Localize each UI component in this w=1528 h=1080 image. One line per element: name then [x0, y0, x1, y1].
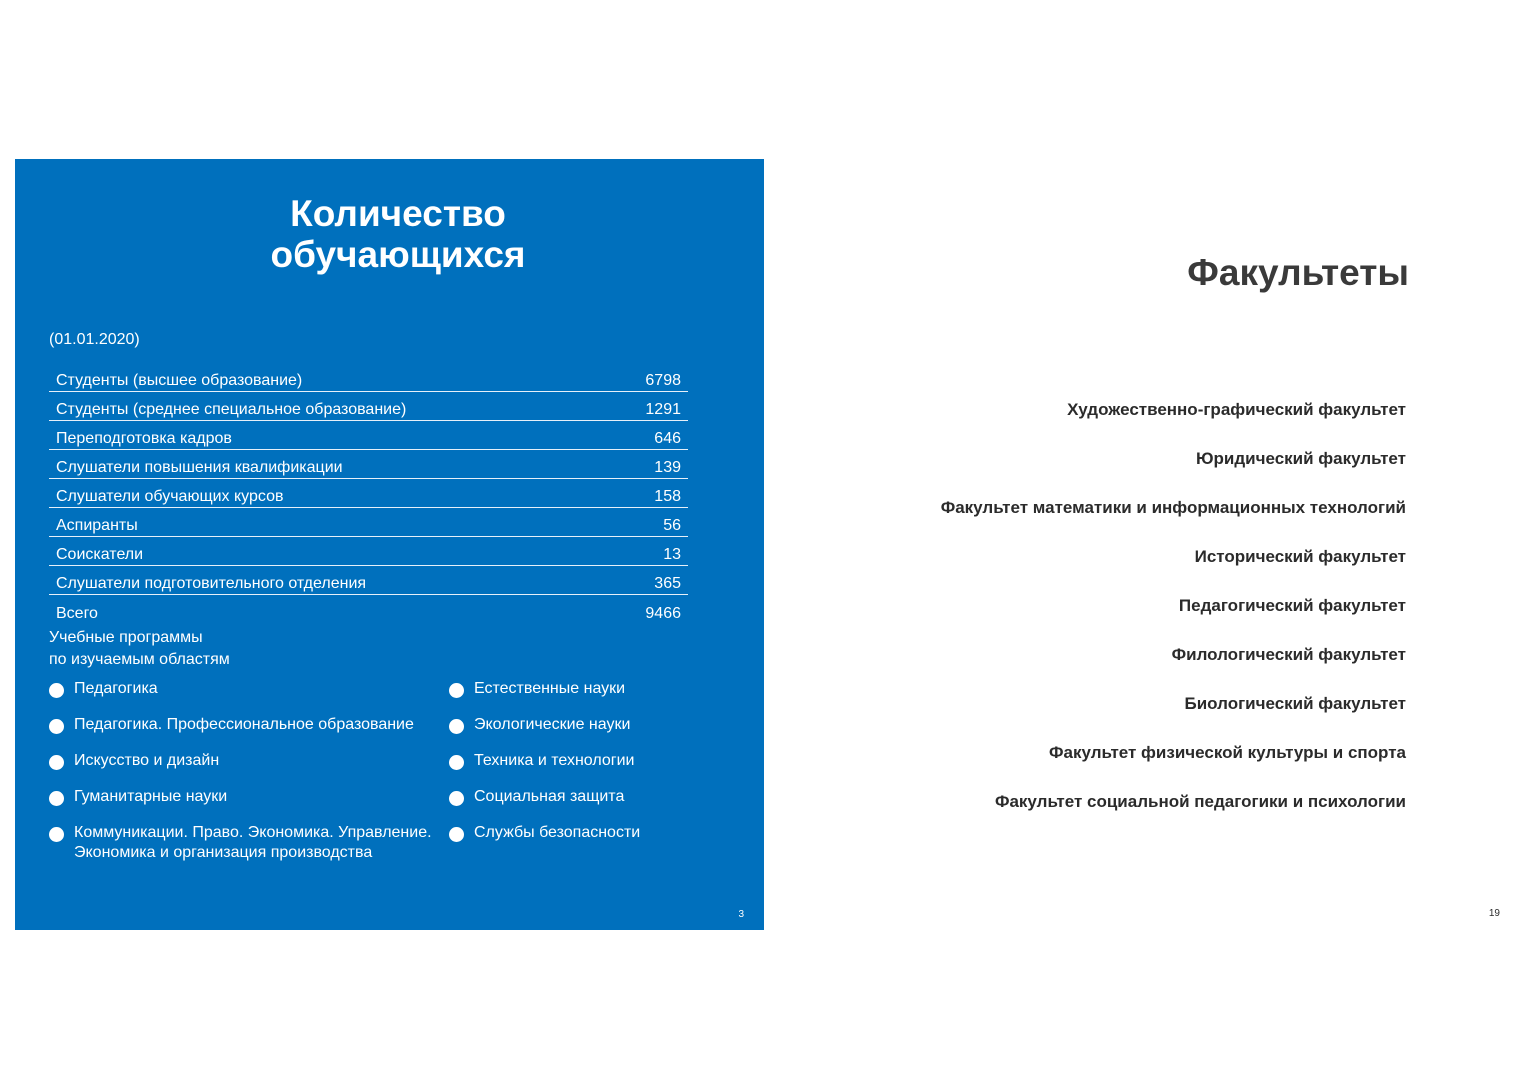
- bullet-icon: [49, 683, 64, 698]
- list-item: Факультет математики и информационных технологий: [940, 498, 1406, 517]
- row-value: 158: [654, 488, 681, 505]
- row-label: Всего: [56, 605, 98, 622]
- row-label: Слушатели обучающих курсов: [56, 488, 284, 505]
- program-label: Педагогика. Профессиональное образование: [74, 716, 414, 733]
- row-value: 9466: [645, 605, 681, 622]
- bullet-icon: [449, 683, 464, 698]
- row-value: 1291: [645, 401, 681, 418]
- bullet-icon: [49, 791, 64, 806]
- list-item: Исторический факультет: [1194, 547, 1406, 566]
- list-item: Художественно-графический факультет: [1067, 400, 1406, 419]
- row-value: 6798: [645, 372, 681, 389]
- list-item: [49, 823, 449, 863]
- title-line-1: Количество: [290, 193, 506, 234]
- page-number: 3: [738, 909, 744, 920]
- table-row: [49, 509, 688, 537]
- list-item: [49, 679, 449, 715]
- date-label: (01.01.2020): [49, 331, 140, 348]
- program-label: Естественные науки: [474, 680, 626, 697]
- program-label: Искусство и дизайн: [74, 752, 220, 769]
- list-item: Факультет физической культуры и спорта: [1048, 743, 1406, 762]
- program-label: Экологические науки: [474, 716, 631, 733]
- list-item: [449, 715, 749, 751]
- row-value: 13: [663, 546, 681, 563]
- program-label: Службы безопасности: [474, 824, 641, 841]
- bullet-icon: [449, 755, 464, 770]
- bullet-icon: [49, 719, 64, 734]
- table-row: [49, 451, 688, 479]
- list-item: [449, 679, 749, 715]
- list-item: Педагогический факультет: [1178, 596, 1406, 615]
- list-item: [449, 751, 749, 787]
- table-row: [49, 393, 688, 421]
- table-row: [49, 567, 688, 595]
- students-count-slide: [15, 159, 764, 930]
- program-label: Техника и технологии: [474, 752, 635, 769]
- list-item: Биологический факультет: [1184, 694, 1406, 713]
- table-row: [49, 422, 688, 450]
- row-label: Аспиранты: [56, 517, 138, 534]
- list-item: [49, 715, 449, 751]
- program-label: Гуманитарные науки: [74, 788, 228, 805]
- row-value: 365: [654, 575, 681, 592]
- students-stats-table: [49, 364, 688, 625]
- bullet-icon: [449, 791, 464, 806]
- table-row: [49, 538, 688, 566]
- program-label: Социальная защита: [474, 788, 625, 805]
- bullet-icon: [49, 827, 64, 842]
- row-label: Слушатели подготовительного отделения: [56, 575, 367, 592]
- program-label: Педагогика: [74, 680, 158, 697]
- list-item: [49, 787, 449, 823]
- bullet-icon: [449, 827, 464, 842]
- row-value: 646: [654, 430, 681, 447]
- list-item: Факультет социальной педагогики и психологии: [994, 792, 1406, 811]
- programs-list-right: [449, 679, 749, 859]
- faculty-list: [886, 398, 1406, 839]
- programs-heading: [49, 627, 230, 671]
- bullet-icon: [49, 755, 64, 770]
- bullet-icon: [449, 719, 464, 734]
- list-item: [449, 787, 749, 823]
- title-line-2: обучающихся: [270, 234, 526, 275]
- row-label: Студенты (среднее специальное образование): [56, 401, 407, 418]
- list-item: [449, 823, 749, 859]
- faculties-title: Факультеты: [1187, 252, 1409, 293]
- programs-heading-line-2: по изучаемым областям: [49, 651, 230, 668]
- table-row: [49, 364, 688, 392]
- slide-title: [15, 193, 781, 275]
- list-item: [49, 751, 449, 787]
- row-label: Соискатели: [56, 546, 144, 563]
- table-row-total: [49, 596, 688, 624]
- row-label: Слушатели повышения квалификации: [56, 459, 343, 476]
- program-label: Коммуникации. Право. Экономика. Управление. Экономика и организация производства: [74, 824, 432, 861]
- row-label: Студенты (высшее образование): [56, 372, 303, 389]
- list-item: Филологический факультет: [1171, 645, 1406, 664]
- row-value: 56: [663, 517, 681, 534]
- programs-list-left: [49, 679, 449, 863]
- row-value: 139: [654, 459, 681, 476]
- table-row: [49, 480, 688, 508]
- row-label: Переподготовка кадров: [56, 430, 232, 447]
- programs-heading-line-1: Учебные программы: [49, 629, 203, 646]
- list-item: Юридический факультет: [1195, 449, 1406, 468]
- page-number: 19: [1488, 908, 1500, 919]
